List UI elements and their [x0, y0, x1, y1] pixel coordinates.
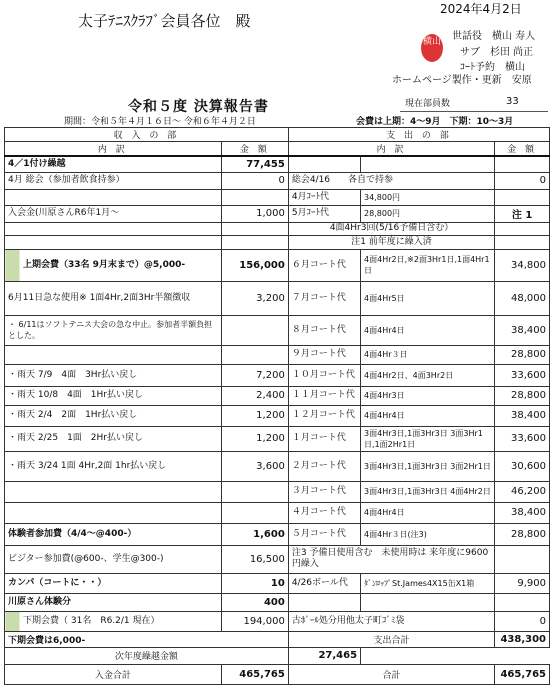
expense-desc: 総会4/16 各自で持参: [288, 172, 494, 189]
expense-detail: 34,800円: [361, 189, 495, 205]
expense-detail: 3面4Hr3日,1面3Hr3日 3面3Hr1日,1面2Hr1日: [361, 426, 495, 451]
expense-detail: 4面4Hr4日: [361, 502, 495, 523]
income-amount: 77,455: [221, 156, 288, 172]
expense-desc: １０月コート代: [288, 364, 360, 386]
staff-sub: サブ 杉田 尚正: [460, 47, 534, 58]
expense-detail: 4面4Hr5日: [361, 281, 495, 315]
expense-desc: 4面4Hr3回(5/16予備日含む）: [288, 222, 494, 235]
expense-amount: [495, 222, 550, 235]
expense-desc: １２月コート代: [288, 405, 360, 426]
expense-desc: ４月コート代: [288, 502, 360, 523]
table-row: [5, 593, 550, 611]
table-row: [5, 235, 550, 249]
period: 期間：令和５年４月１６日～ 令和６年４月２日: [64, 117, 256, 127]
expense-total: 438,300: [495, 631, 550, 647]
expense-detail: 28,800円: [361, 205, 495, 222]
expense-desc: [288, 156, 360, 172]
income-total-label: 入金合計: [5, 664, 222, 684]
expense-detail: 3面4Hr3日,1面3Hr3日 3面2Hr1日: [361, 451, 495, 481]
income-desc: ・雨天 7/9 4面 3Hr払い戻し: [5, 364, 222, 386]
table-row: [5, 172, 550, 189]
fee-note: 会費は上期：4～9月 下期：10～3月: [356, 117, 514, 127]
table-row: [5, 523, 550, 545]
expense-detail: [361, 156, 495, 172]
income-amount: 3,200: [221, 281, 288, 315]
table-row: [5, 405, 550, 426]
col-income-amount: 金 額: [221, 142, 288, 157]
expense-header: 支 出 の 部: [288, 128, 549, 142]
income-desc: [5, 235, 222, 249]
members-count: 33: [506, 96, 519, 107]
income-amount: [221, 481, 288, 502]
seal-stamp: 横山: [421, 34, 443, 62]
income-desc: 下期会費（ 31名 R6.2/1 現在）: [5, 611, 222, 631]
income-amount: 1,000: [221, 205, 288, 222]
expense-desc: 注1 前年度に繰入済: [288, 235, 494, 249]
table-row: [5, 364, 550, 386]
income-amount: 7,200: [221, 364, 288, 386]
table-row: [5, 315, 550, 345]
income-amount: [221, 235, 288, 249]
income-amount: 1,200: [221, 426, 288, 451]
expense-amount: 38,400: [495, 405, 550, 426]
expense-desc: １１月コート代: [288, 386, 360, 405]
income-amount: 194,000: [221, 611, 288, 631]
expense-detail: 4面4Hr2日,※2面3Hr1日,1面4Hr1日: [361, 249, 495, 281]
income-desc: 6月11日急な使用※ 1面4Hr,2面3Hr半額徴収: [5, 281, 222, 315]
income-desc: [5, 189, 222, 205]
income-desc: [5, 222, 222, 235]
grand-total-label: 合計: [288, 664, 494, 684]
staff-court-booking: ｺｰﾄ予約 横山: [460, 62, 525, 73]
expense-amount: 48,000: [495, 281, 550, 315]
expense-detail: 4面4Hr4日: [361, 315, 495, 345]
addressee: 太子ﾃﾆｽｸﾗﾌﾞ会員各位 殿: [78, 12, 251, 30]
income-amount: [221, 315, 288, 345]
expense-desc: 古ﾎﾞｰﾙ処分用他太子町ｺﾞﾐ袋: [288, 611, 494, 631]
table-row: [5, 345, 550, 364]
expense-amount: 33,600: [495, 426, 550, 451]
table-row: [5, 189, 550, 205]
table-row: [5, 502, 550, 523]
staff-homepage: ホームページ製作・更新 安原: [392, 75, 532, 86]
expense-amount: 28,800: [495, 523, 550, 545]
table-row: [5, 611, 550, 631]
income-desc: ・雨天 2/25 1面 2Hr払い戻し: [5, 426, 222, 451]
expense-amount: 9,900: [495, 573, 550, 593]
expense-detail: 4面4Hr３日: [361, 345, 495, 364]
income-desc: 4月 総会（参加者飲食持参）: [5, 172, 222, 189]
expense-total-label: 支出合計: [288, 631, 494, 647]
income-total: 465,765: [221, 664, 288, 684]
expense-desc: ３月コート代: [288, 481, 360, 502]
income-amount: 1,600: [221, 523, 288, 545]
income-amount: 0: [221, 172, 288, 189]
expense-amount: 34,800: [495, 249, 550, 281]
expense-amount: 46,200: [495, 481, 550, 502]
carry-amount: 27,465: [288, 647, 360, 664]
table-row: [5, 481, 550, 502]
carry-label: 次年度繰越金額: [5, 647, 289, 664]
col-expense-desc: 内 訳: [288, 142, 494, 157]
income-note: 下期会費は6,000-: [5, 631, 289, 647]
expense-amount: 38,400: [495, 502, 550, 523]
income-desc: ・雨天 2/4 2面 1Hr払い戻し: [5, 405, 222, 426]
income-header: 収 入 の 部: [5, 128, 289, 142]
table-row: [5, 205, 550, 222]
table-row: [5, 156, 550, 172]
expense-amount: [495, 189, 550, 205]
income-amount: [221, 189, 288, 205]
expense-desc: １月コート代: [288, 426, 360, 451]
income-amount: 10: [221, 573, 288, 593]
income-desc: カンパ（コートに・・）: [5, 573, 222, 593]
expense-desc: ２月コート代: [288, 451, 360, 481]
expense-amount: 注 1: [495, 205, 550, 222]
expense-amount: [495, 545, 550, 573]
expense-amount: 30,600: [495, 451, 550, 481]
income-amount: [221, 502, 288, 523]
table-row: [5, 451, 550, 481]
income-desc: [5, 481, 222, 502]
expense-desc: 4月ｺｰﾄ代: [288, 189, 360, 205]
expense-amount: [495, 593, 550, 611]
expense-detail: 3面4Hr3日,1面3Hr3日 4面4Hr2日: [361, 481, 495, 502]
expense-desc: ９月コート代: [288, 345, 360, 364]
income-desc: ・雨天 10/8 4面 1Hr払い戻し: [5, 386, 222, 405]
income-desc: ・ 6/11はソフトテニス大会の急な中止。参加者半額負担とした。: [5, 315, 222, 345]
report-date: 2024年4月2日: [440, 2, 522, 16]
income-amount: 3,600: [221, 451, 288, 481]
expense-desc: ７月コート代: [288, 281, 360, 315]
col-income-desc: 内 訳: [5, 142, 222, 157]
expense-amount: 0: [495, 172, 550, 189]
expense-detail: 4面4Hr3日: [361, 386, 495, 405]
expense-desc: 5月ｺｰﾄ代: [288, 205, 360, 222]
expense-desc: ５月コート代: [288, 523, 360, 545]
col-expense-amount: 金 額: [495, 142, 550, 157]
income-amount: 1,200: [221, 405, 288, 426]
expense-detail: 4面4Hr4日: [361, 405, 495, 426]
expense-detail: ﾀﾞﾝﾛｯﾌﾟSt.James4X15缶X1箱: [361, 573, 495, 593]
table-row: [5, 545, 550, 573]
income-desc: ビジター参加費(@600-、学生@300-): [5, 545, 222, 573]
settlement-table: [4, 127, 550, 685]
staff-coordinator: 世話役 横山 寿人: [452, 31, 536, 42]
expense-desc: ８月コート代: [288, 315, 360, 345]
income-desc: [5, 502, 222, 523]
income-desc: 川原さん体験分: [5, 593, 222, 611]
income-amount: 2,400: [221, 386, 288, 405]
income-amount: 156,000: [221, 249, 288, 281]
table-row: [5, 281, 550, 315]
income-amount: 400: [221, 593, 288, 611]
expense-desc: 4/26ボール代: [288, 573, 360, 593]
table-row: [5, 426, 550, 451]
income-amount: [221, 345, 288, 364]
expense-amount: 33,600: [495, 364, 550, 386]
table-row: [5, 249, 550, 281]
income-desc: 体験者参加費（4/4～@400-）: [5, 523, 222, 545]
expense-amount: 28,800: [495, 386, 550, 405]
divider: [400, 111, 548, 112]
income-desc: 上期会費（33名 9月末まで）@5,000-: [5, 249, 222, 281]
expense-detail: 4面4Hr３日(注3): [361, 523, 495, 545]
page-title: 令和５度 決算報告書: [128, 99, 269, 115]
expense-amount: 38,400: [495, 315, 550, 345]
table-row: [5, 573, 550, 593]
grand-total: 465,765: [495, 664, 550, 684]
expense-amount: 28,800: [495, 345, 550, 364]
members-label: 現在部員数: [405, 99, 451, 109]
expense-desc: 注3 予備日使用含む 未使用時は 来年度に9600円繰入: [288, 545, 494, 573]
expense-desc: [288, 593, 360, 611]
income-desc: ・雨天 3/24 1面 4Hr,2面 1hr払い戻し: [5, 451, 222, 481]
table-row: [5, 386, 550, 405]
expense-amount: [495, 156, 550, 172]
expense-amount: 0: [495, 611, 550, 631]
expense-detail: 4面4Hr2日、4面3Hr2日: [361, 364, 495, 386]
income-amount: 16,500: [221, 545, 288, 573]
expense-desc: ６月コート代: [288, 249, 360, 281]
income-desc: [5, 345, 222, 364]
table-row: [5, 222, 550, 235]
income-desc: 4／1付け繰越: [5, 156, 222, 172]
income-amount: [221, 222, 288, 235]
income-desc: 入会金(川原さんR6年1月～: [5, 205, 222, 222]
expense-detail: [361, 593, 495, 611]
expense-amount: [495, 235, 550, 249]
